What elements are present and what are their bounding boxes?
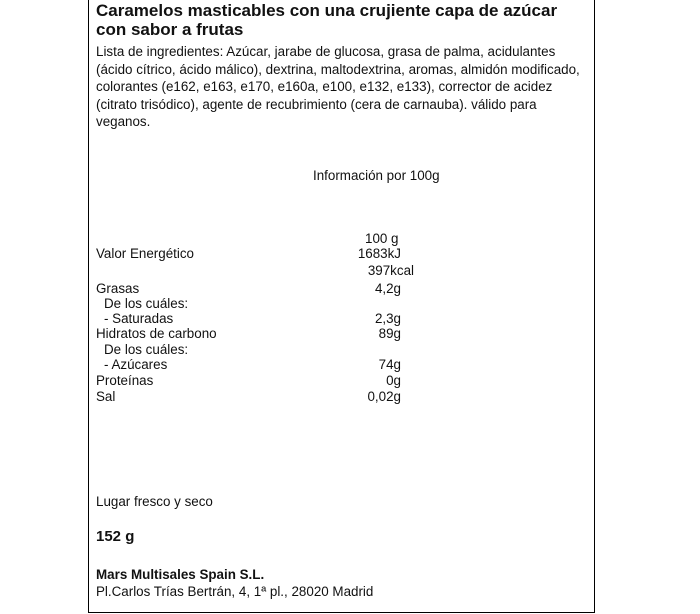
nutrient-label-of-which-carbs: De los cuáles: [104, 342, 189, 357]
nutrient-value-fat: 4,2g [374, 281, 401, 296]
product-title: Caramelos masticables con una crujiente capa de azúcar con sabor a frutas [96, 1, 558, 39]
nutrient-value-protein: 0g [386, 373, 401, 388]
nutrient-label-protein: Proteínas [96, 373, 154, 388]
nutrient-label-of-which-fat: De los cuáles: [104, 296, 189, 311]
net-weight: 152 g [96, 528, 135, 545]
storage-instructions: Lugar fresco y seco [96, 494, 213, 509]
per-100g-label: 100 g [365, 231, 399, 246]
nutrient-value-carbs: 89g [378, 326, 401, 341]
nutrient-label-saturated: - Saturadas [104, 311, 174, 326]
nutrient-value-sugars: 74g [378, 357, 401, 372]
ingredients-list: Lista de ingredientes: Azúcar, jarabe de glucosa, grasa de palma, acidulantes (ácido cítrico, ácido málico), dextrina, maltodextrina, aromas, almidón modificado, colorantes (e162, e163, e170, e160a, e100, e132, e133), corrector de acidez (citrato trisódico), agente de recubrimiento (cera de carnauba). válido para veganos. [96, 44, 580, 129]
nutrient-label-sugars: - Azúcares [104, 357, 168, 372]
nutrient-label-energy: Valor Energético [96, 246, 195, 261]
manufacturer-address: Pl.Carlos Trías Bertrán, 4, 1ª pl., 28020 Madrid [96, 584, 374, 599]
nutrient-value-salt: 0,02g [367, 389, 401, 404]
nutrient-value-kj: 1683kJ [357, 246, 401, 261]
nutrient-label-carbs: Hidratos de carbono [96, 326, 217, 341]
nutrient-label-salt: Sal [96, 389, 116, 404]
nutrient-value-kcal: 397kcal [367, 263, 414, 278]
nutrition-header: Información por 100g [313, 168, 440, 183]
manufacturer-name: Mars Multisales Spain S.L. [96, 567, 265, 582]
nutrient-label-fat: Grasas [96, 281, 140, 296]
nutrient-value-saturated: 2,3g [374, 311, 401, 326]
